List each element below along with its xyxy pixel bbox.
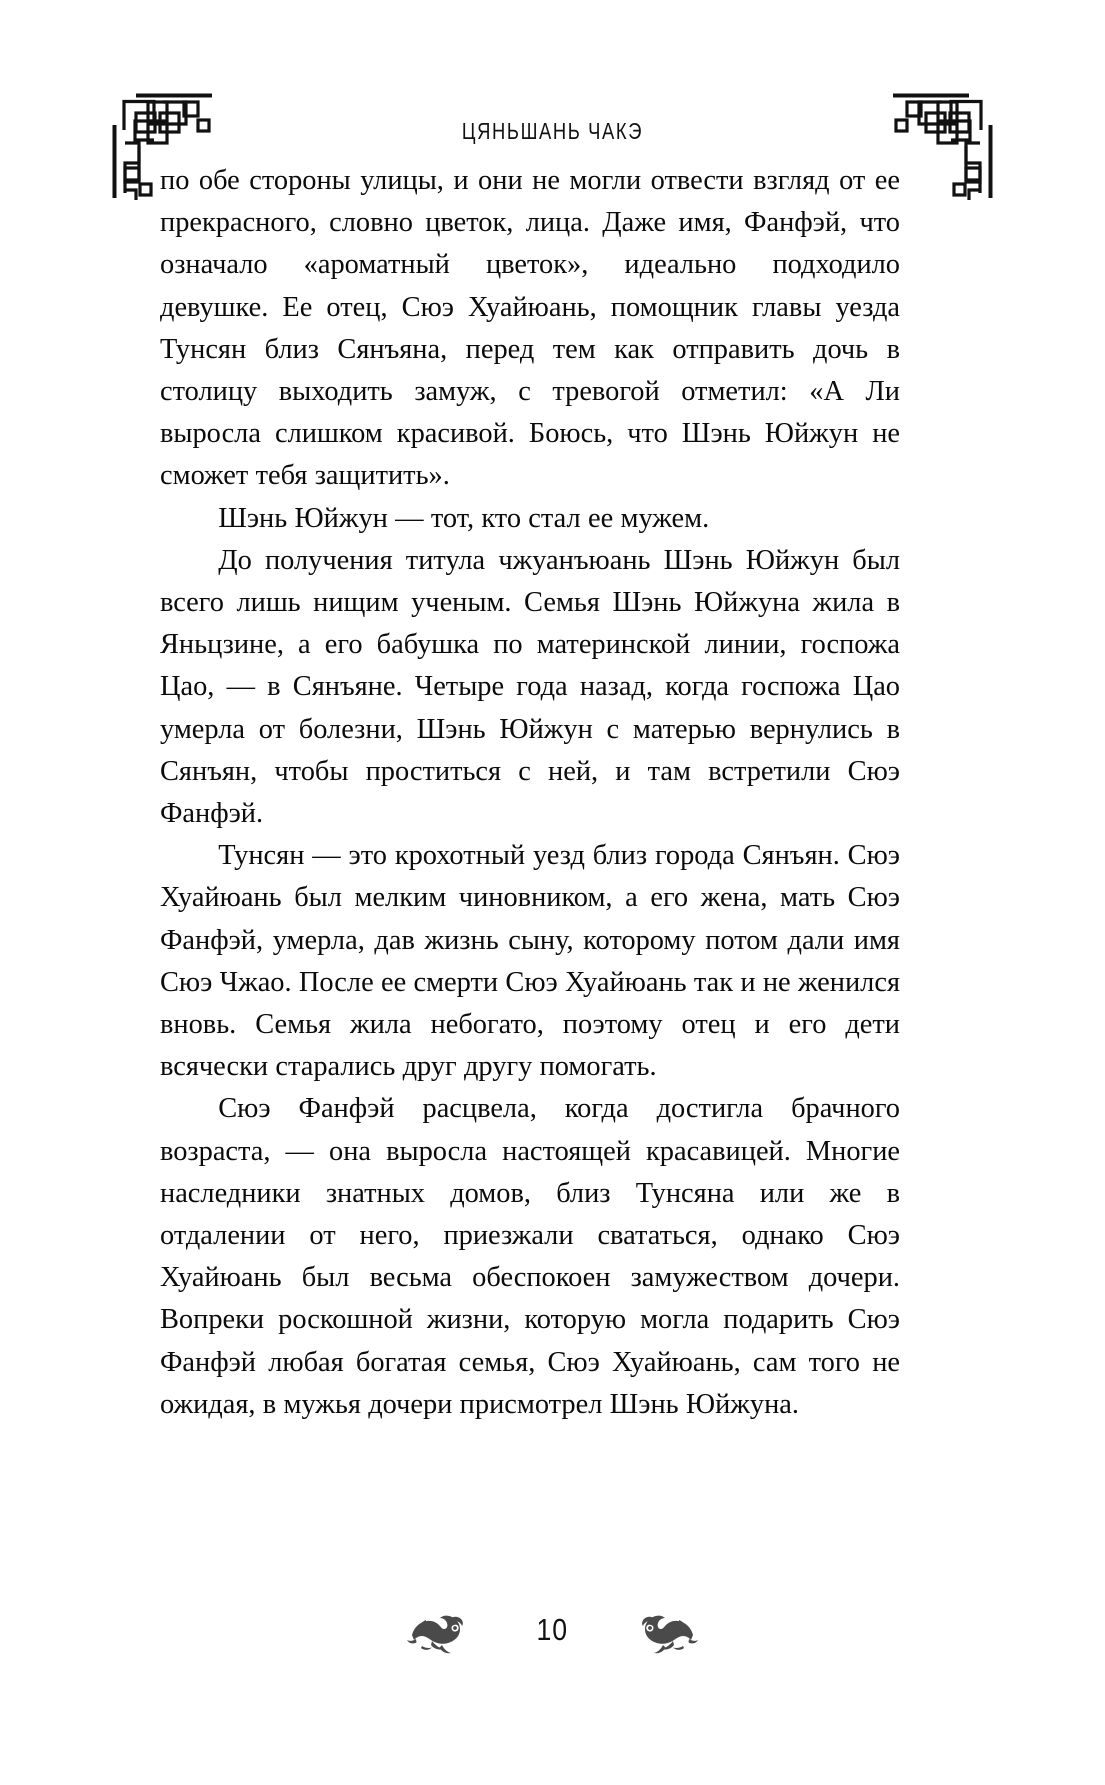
dragon-ornament-right <box>635 1605 699 1655</box>
page-number: 10 <box>536 1612 569 1647</box>
chinese-meander-corner-ornament-right <box>893 90 997 200</box>
paragraph: Сюэ Фанфэй расцвела, когда достигла брачного возраста, — она выросла настоящей красавицей. Многие наследники знатных домов, близ Тунсяна или же в отдалении от него, приезжали свататься, однако Сюэ Хуайюань был весьма обеспокоен замужеством дочери. Вопреки роскошной жизни, которую могла подарить Сюэ Фанфэй любая богатая семья, Сюэ Хуайюань, сам того не ожидая, в мужья дочери присмотрел Шэнь Юйжуна. <box>160 1093 900 1420</box>
page-footer <box>0 1605 1105 1655</box>
body-text-column <box>160 160 900 1426</box>
paragraph: До получения титула чжуанъюань Шэнь Юйжун был всего лишь нищим ученым. Семья Шэнь Юйжуна жила в Яньцзине, а его бабушка по материнской линии, госпожа Цао, — в Сянъяне. Четыре года назад, когда госпожа Цао умерла от болезни, Шэнь Юйжун с матерью вернулись в Сянъян, чтобы проститься с ней, и там встретили Сюэ Фанфэй. <box>160 544 900 830</box>
paragraph: по обе стороны улицы, и они не могли отвести взгляд от ее прекрасного, словно цветок, лица. Даже имя, Фанфэй, что означало «ароматный цветок», идеально подходило девушке. Ее отец, Сюэ Хуайюань, помощник главы уезда Тунсян близ Сянъяна, перед тем как отправить дочь в столицу выходить замуж, с тревогой отметил: «А Ли выросла слишком красивой. Боюсь, что Шэнь Юйжун не сможет тебя защитить». <box>160 165 900 492</box>
paragraph: Шэнь Юйжун — тот, кто стал ее мужем. <box>218 502 710 534</box>
running-head: ЦЯНЬШАНЬ ЧАКЭ <box>461 118 644 144</box>
dragon-ornament-left <box>406 1605 470 1655</box>
paragraph: Тунсян — это крохотный уезд близ города Сянъян. Сюэ Хуайюань был мелким чиновником, а его жена, мать Сюэ Фанфэй, умерла, дав жизнь сыну, которому потом дали имя Сюэ Чжао. После ее смерти Сюэ Хуайюань так и не женился вновь. Семья жила небогато, поэтому отец и его дети всячески старались друг другу помогать. <box>160 840 900 1083</box>
